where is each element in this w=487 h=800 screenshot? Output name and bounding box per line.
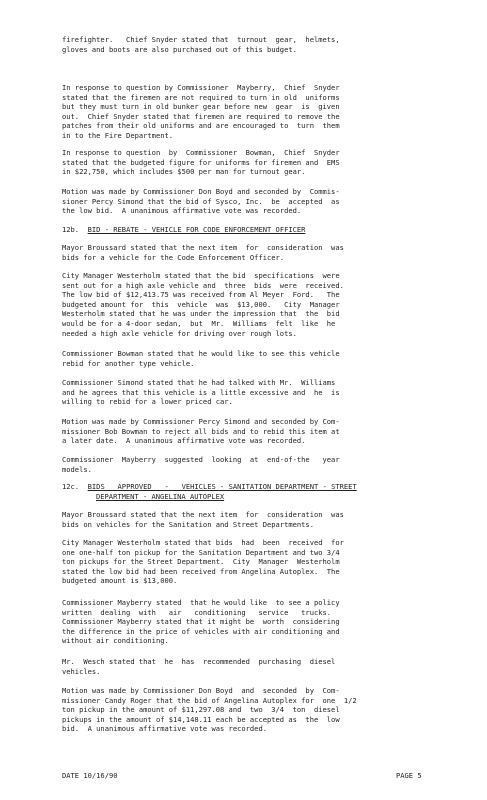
paragraph: Motion was made by Commissioner Don Boyd and seconded by Com- missioner Candy Roger that the bid of Angelina Autoplex for one 1/2 ton pickup in the amount of $11,297.08 and two 3/4 ton diesel pickups in the amount of $14,148.11 each be accepted as the low bid. A unanimous affirmative vote was recorded. <box>62 686 357 734</box>
paragraph: Motion was made by Commissioner Don Boyd and seconded by Commis- sioner Percy Simond that the bid of Sysco, Inc. be accepted as the low bid. A unanimous affirmative vote was recorded. <box>62 187 340 216</box>
section-title-continued: DEPARTMENT - ANGELINA AUTOPLEX <box>96 492 225 501</box>
paragraph: Motion was made by Commissioner Percy Simond and seconded by Com- missioner Bob Bowman to reject all bids and to rebid this item at a later date. A unanimous affirmative vote was recorded. <box>62 417 340 446</box>
paragraph: Commissioner Bowman stated that he would like to see this vehicle rebid for another type vehicle. <box>62 349 340 368</box>
paragraph: In response to question by Commissioner Mayberry, Chief Snyder stated that the firemen are not required to turn in old uniforms but they must turn in old bunker gear before new gear is given out. Chief Snyder stated that firemen are required to remove the patches from their old uniforms and are encouraged to turn them in to the Fire Department. <box>62 83 340 140</box>
footer-date: DATE 10/16/90 <box>62 771 118 780</box>
paragraph: Commissioner Mayberry suggested looking at end-of-the year models. <box>62 455 340 474</box>
paragraph: firefighter. Chief Snyder stated that turnout gear, helmets, gloves and boots are also purchased out of this budget. <box>62 35 340 54</box>
paragraph: City Manager Westerholm stated that the bid specifications were sent out for a high axle vehicle and three bids were received. The low bid of $12,413.75 was received from Al Meyer Ford. The budgeted amount for this vehicle was $13,000. City Manager Westerholm stated that he was under the impression that the bid would be for a 4-door sedan, but Mr. Williams felt like he needed a high axle vehicle for driving over rough lots. <box>62 271 344 338</box>
paragraph: Commissioner Simond stated that he had talked with Mr. Williams and he agrees that this vehicle is a little excessive and he is willing to rebid for a lower priced car. <box>62 378 340 407</box>
paragraph: City Manager Westerholm stated that bids had been received for one one-half ton pickup for the Sanitation Department and two 3/4 ton pickups for the Street Department. City Manager Westerholm stated the low bid had been received from Angelina Autoplex. The budgeted amount is $13,000. <box>62 538 344 586</box>
paragraph: Mr. Wesch stated that he has recommended purchasing diesel vehicles. <box>62 657 336 676</box>
paragraph: Mayor Broussard stated that the next item for consideration was bids for a vehicle for the Code Enforcement Officer. <box>62 243 344 262</box>
paragraph: Mayor Broussard stated that the next item for consideration was bids on vehicles for the Sanitation and Street Departments. <box>62 510 344 529</box>
section-title: BID - REBATE - VEHICLE FOR CODE ENFORCEMENT OFFICER <box>87 225 306 234</box>
section-number: 12b. <box>62 225 80 234</box>
section-title-line: BIDS APPROVED - VEHICLES - SANITATION DEPARTMENT - STREET <box>87 482 357 491</box>
section-number: 12c. <box>62 482 80 491</box>
section-title-line <box>96 492 468 502</box>
paragraph: In response to question by Commissioner Bowman, Chief Snyder stated that the budgeted figure for uniforms for firemen and EMS in $22,750, which includes $500 per man for turnout gear. <box>62 148 340 177</box>
footer-page-number: PAGE 5 <box>396 771 422 780</box>
section-heading-12c <box>62 482 434 492</box>
paragraph: Commissioner Mayberry stated that he would like to see a policy written dealing with air conditioning service trucks. Commissioner Mayberry stated that it might be worth considering the difference in the price of vehicles with air conditioning and without air conditioning. <box>62 598 340 646</box>
section-heading-12b <box>62 225 434 235</box>
